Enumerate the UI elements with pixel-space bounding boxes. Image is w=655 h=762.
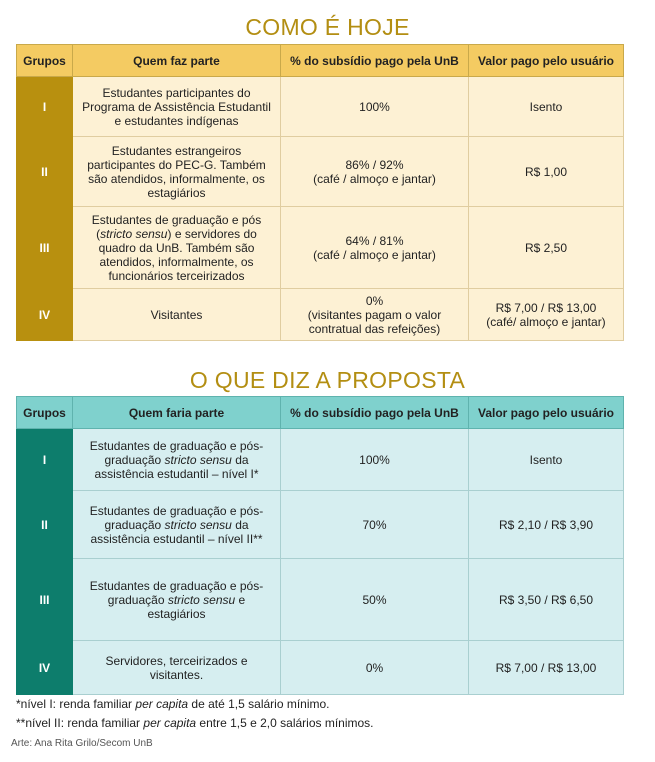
header-price: Valor pago pelo usuário	[469, 45, 624, 77]
subsidy-detail: (café / almoço e jantar)	[313, 247, 436, 262]
table-header-row	[17, 45, 624, 77]
footnote-text: **nível II: renda familiar	[16, 716, 144, 730]
subsidy-cell: 0%	[281, 641, 469, 695]
price-cell: R$ 3,50 / R$ 6,50	[469, 559, 624, 641]
members-cell	[73, 491, 281, 559]
group-cell: II	[17, 491, 73, 559]
members-emphasis: stricto sensu	[164, 452, 232, 467]
header-subsidy: % do subsídio pago pela UnB	[281, 45, 469, 77]
group-cell: II	[17, 137, 73, 207]
subsidy-cell: 70%	[281, 491, 469, 559]
table-header-row	[17, 397, 624, 429]
table-row	[17, 289, 624, 341]
subsidy-detail: (café / almoço e jantar)	[313, 171, 436, 186]
footnote-level-1	[16, 697, 330, 711]
art-credit: Arte: Ana Rita Grilo/Secom UnB	[11, 738, 153, 749]
subsidy-value: 86% / 92%	[345, 157, 404, 172]
subsidy-cell: 100%	[281, 429, 469, 491]
members-text: Estudantes de graduação e pós-graduação	[89, 578, 264, 607]
header-members: Quem faria parte	[73, 397, 281, 429]
footnote-text: *nível I: renda familiar	[16, 697, 136, 711]
members-emphasis: stricto sensu	[167, 592, 236, 607]
price-cell: R$ 7,00 / R$ 13,00	[469, 641, 624, 695]
group-cell: I	[17, 77, 73, 137]
header-subsidy: % do subsídio pago pela UnB	[281, 397, 469, 429]
table-row	[17, 77, 624, 137]
subsidy-value: 64% / 81%	[345, 233, 404, 248]
subsidy-cell	[281, 289, 469, 341]
footnote-text-rest: entre 1,5 e 2,0 salários mínimos.	[196, 716, 374, 730]
price-value: R$ 7,00 / R$ 13,00	[495, 300, 597, 315]
members-text-rest: ) e servidores do quadro da UnB. Também são atendidos, informalmente, os funcionários terceirizados	[98, 226, 257, 283]
subsidy-detail: (visitantes pagam o valor contratual das refeições)	[307, 307, 442, 336]
group-cell: IV	[17, 641, 73, 695]
subsidy-value: 0%	[365, 293, 384, 308]
members-cell: Estudantes estrangeiros participantes do PEC-G. Também são atendidos, informalmente, os estagiários	[73, 137, 281, 207]
group-cell: IV	[17, 289, 73, 341]
header-groups: Grupos	[17, 397, 73, 429]
price-cell: R$ 2,10 / R$ 3,90	[469, 491, 624, 559]
members-emphasis: stricto sensu	[100, 226, 168, 241]
price-detail: (café/ almoço e jantar)	[486, 314, 606, 329]
header-price: Valor pago pelo usuário	[469, 397, 624, 429]
price-cell	[469, 289, 624, 341]
table-row	[17, 559, 624, 641]
price-cell: R$ 2,50	[469, 207, 624, 289]
members-text-rest: e estagiários	[147, 592, 246, 621]
members-text: Estudantes de graduação e pós (	[91, 212, 262, 241]
members-text-rest: da assistência estudantil – nível II**	[90, 517, 263, 546]
table-row	[17, 491, 624, 559]
section2-title: O QUE DIZ A PROPOSTA	[189, 367, 466, 393]
group-cell: III	[17, 559, 73, 641]
subsidy-cell	[281, 137, 469, 207]
members-cell	[73, 559, 281, 641]
section1-title: COMO É HOJE	[245, 14, 410, 40]
members-emphasis: stricto sensu	[164, 517, 232, 532]
members-text: Estudantes de graduação e pós-graduação	[89, 503, 264, 532]
footnote-text-rest: de até 1,5 salário mínimo.	[188, 697, 330, 711]
price-cell: Isento	[469, 429, 624, 491]
group-cell: I	[17, 429, 73, 491]
members-cell: Visitantes	[73, 289, 281, 341]
members-cell: Servidores, terceirizados e visitantes.	[73, 641, 281, 695]
header-members: Quem faz parte	[73, 45, 281, 77]
subsidy-cell	[281, 207, 469, 289]
subsidy-cell: 100%	[281, 77, 469, 137]
price-cell: R$ 1,00	[469, 137, 624, 207]
current-table	[16, 44, 624, 341]
subsidy-cell: 50%	[281, 559, 469, 641]
members-cell	[73, 429, 281, 491]
table-row	[17, 641, 624, 695]
table-row	[17, 207, 624, 289]
footnote-emphasis: per capita	[143, 716, 197, 730]
footnote-level-2	[16, 716, 374, 730]
header-groups: Grupos	[17, 45, 73, 77]
members-cell	[73, 207, 281, 289]
table-row	[17, 137, 624, 207]
footnote-emphasis: per capita	[135, 697, 189, 711]
group-cell: III	[17, 207, 73, 289]
proposal-table	[16, 396, 624, 695]
price-cell: Isento	[469, 77, 624, 137]
members-text: Estudantes de graduação e pós-graduação	[89, 438, 264, 467]
members-cell: Estudantes participantes do Programa de Assistência Estudantil e estudantes indígenas	[73, 77, 281, 137]
members-text-rest: da assistência estudantil – nível I*	[94, 452, 259, 481]
table-row	[17, 429, 624, 491]
